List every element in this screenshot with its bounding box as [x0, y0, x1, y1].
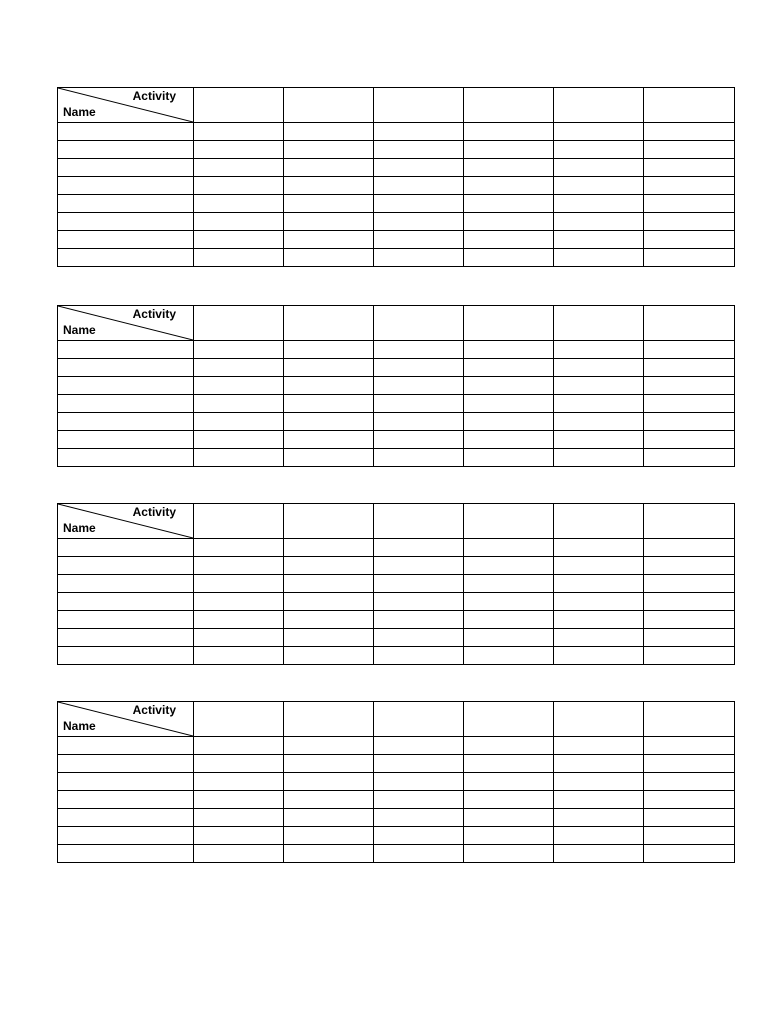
activity-cell[interactable] [374, 611, 464, 629]
activity-cell[interactable] [644, 123, 735, 141]
activity-cell[interactable] [464, 809, 554, 827]
activity-cell[interactable] [194, 413, 284, 431]
activity-cell[interactable] [374, 177, 464, 195]
activity-cell[interactable] [284, 195, 374, 213]
activity-cell[interactable] [194, 177, 284, 195]
name-cell[interactable] [58, 845, 194, 863]
grid-table [57, 305, 735, 467]
activity-header-label: Activity [132, 703, 176, 717]
table-row [58, 123, 735, 141]
name-cell[interactable] [58, 159, 194, 177]
activity-cell[interactable] [464, 359, 554, 377]
activity-cell[interactable] [374, 231, 464, 249]
activity-cell[interactable] [554, 449, 644, 467]
activity-cell[interactable] [464, 123, 554, 141]
table-row [58, 809, 735, 827]
activity-cell[interactable] [554, 647, 644, 665]
activity-cell[interactable] [194, 557, 284, 575]
activity-cell[interactable] [464, 377, 554, 395]
name-cell[interactable] [58, 809, 194, 827]
activity-cell[interactable] [554, 431, 644, 449]
activity-cell[interactable] [284, 141, 374, 159]
activity-cell[interactable] [464, 575, 554, 593]
name-cell[interactable] [58, 395, 194, 413]
activity-cell[interactable] [284, 845, 374, 863]
table-row [58, 791, 735, 809]
activity-cell[interactable] [374, 213, 464, 231]
activity-column-header[interactable] [194, 88, 284, 123]
name-cell[interactable] [58, 827, 194, 845]
activity-column-header[interactable] [554, 306, 644, 341]
grid-table [57, 503, 735, 665]
activity-cell[interactable] [644, 539, 735, 557]
activity-cell[interactable] [194, 359, 284, 377]
table-row [58, 449, 735, 467]
table-row [58, 845, 735, 863]
activity-cell[interactable] [284, 395, 374, 413]
activity-cell[interactable] [194, 827, 284, 845]
activity-cell[interactable] [374, 195, 464, 213]
activity-cell[interactable] [554, 231, 644, 249]
activity-column-header[interactable] [554, 88, 644, 123]
activity-cell[interactable] [284, 755, 374, 773]
activity-cell[interactable] [464, 231, 554, 249]
name-cell[interactable] [58, 575, 194, 593]
activity-cell[interactable] [644, 791, 735, 809]
activity-column-header[interactable] [464, 306, 554, 341]
activity-cell[interactable] [374, 845, 464, 863]
table-row [58, 773, 735, 791]
activity-cell[interactable] [284, 737, 374, 755]
activity-cell[interactable] [374, 629, 464, 647]
activity-cell[interactable] [194, 647, 284, 665]
name-cell[interactable] [58, 557, 194, 575]
activity-cell[interactable] [554, 611, 644, 629]
activity-cell[interactable] [284, 449, 374, 467]
name-cell[interactable] [58, 449, 194, 467]
activity-header-label: Activity [132, 505, 176, 519]
activity-cell[interactable] [554, 737, 644, 755]
table-row [58, 231, 735, 249]
activity-cell[interactable] [554, 141, 644, 159]
activity-cell[interactable] [464, 791, 554, 809]
table-row [58, 629, 735, 647]
activity-cell[interactable] [644, 629, 735, 647]
activity-cell[interactable] [284, 827, 374, 845]
activity-cell[interactable] [644, 195, 735, 213]
activity-cell[interactable] [644, 177, 735, 195]
table-row [58, 593, 735, 611]
table-row [58, 395, 735, 413]
activity-cell[interactable] [284, 249, 374, 267]
activity-cell[interactable] [644, 755, 735, 773]
activity-cell[interactable] [194, 141, 284, 159]
activity-cell[interactable] [284, 557, 374, 575]
name-cell[interactable] [58, 629, 194, 647]
activity-cell[interactable] [194, 377, 284, 395]
activity-cell[interactable] [554, 809, 644, 827]
activity-cell[interactable] [554, 773, 644, 791]
activity-column-header[interactable] [374, 702, 464, 737]
activity-cell[interactable] [464, 177, 554, 195]
name-cell[interactable] [58, 195, 194, 213]
table-row [58, 557, 735, 575]
activity-cell[interactable] [464, 647, 554, 665]
name-header-label: Name [63, 323, 96, 337]
activity-cell[interactable] [644, 413, 735, 431]
table-row [58, 539, 735, 557]
activity-cell[interactable] [284, 791, 374, 809]
activity-column-header[interactable] [644, 306, 735, 341]
activity-column-header[interactable] [644, 504, 735, 539]
activity-cell[interactable] [194, 431, 284, 449]
name-cell[interactable] [58, 737, 194, 755]
table-row [58, 575, 735, 593]
activity-cell[interactable] [284, 159, 374, 177]
activity-cell[interactable] [554, 575, 644, 593]
activity-cell[interactable] [374, 647, 464, 665]
activity-cell[interactable] [374, 809, 464, 827]
activity-cell[interactable] [284, 231, 374, 249]
name-cell[interactable] [58, 755, 194, 773]
table-row [58, 249, 735, 267]
activity-cell[interactable] [194, 611, 284, 629]
activity-cell[interactable] [374, 377, 464, 395]
table-row [58, 413, 735, 431]
activity-table-1 [57, 87, 734, 267]
activity-cell[interactable] [554, 593, 644, 611]
table-row [58, 755, 735, 773]
activity-cell[interactable] [554, 413, 644, 431]
activity-cell[interactable] [554, 827, 644, 845]
activity-cell[interactable] [374, 249, 464, 267]
activity-column-header[interactable] [194, 702, 284, 737]
activity-column-header[interactable] [644, 702, 735, 737]
activity-cell[interactable] [374, 341, 464, 359]
activity-cell[interactable] [374, 755, 464, 773]
activity-column-header[interactable] [554, 504, 644, 539]
activity-cell[interactable] [374, 123, 464, 141]
activity-cell[interactable] [194, 123, 284, 141]
table-row [58, 377, 735, 395]
table-row [58, 159, 735, 177]
activity-cell[interactable] [554, 195, 644, 213]
activity-cell[interactable] [374, 141, 464, 159]
activity-cell[interactable] [554, 341, 644, 359]
activity-cell[interactable] [644, 647, 735, 665]
name-cell[interactable] [58, 141, 194, 159]
activity-cell[interactable] [464, 827, 554, 845]
activity-cell[interactable] [374, 773, 464, 791]
activity-cell[interactable] [554, 213, 644, 231]
activity-cell[interactable] [464, 213, 554, 231]
activity-cell[interactable] [194, 449, 284, 467]
activity-column-header[interactable] [284, 306, 374, 341]
activity-cell[interactable] [644, 213, 735, 231]
activity-cell[interactable] [374, 395, 464, 413]
activity-cell[interactable] [464, 341, 554, 359]
activity-cell[interactable] [374, 737, 464, 755]
name-cell[interactable] [58, 231, 194, 249]
activity-cell[interactable] [644, 341, 735, 359]
activity-cell[interactable] [194, 195, 284, 213]
activity-cell[interactable] [464, 141, 554, 159]
name-cell[interactable] [58, 213, 194, 231]
name-cell[interactable] [58, 593, 194, 611]
activity-header-label: Activity [132, 89, 176, 103]
activity-cell[interactable] [284, 177, 374, 195]
activity-cell[interactable] [284, 359, 374, 377]
grid-table [57, 87, 735, 267]
activity-cell[interactable] [374, 449, 464, 467]
activity-cell[interactable] [644, 377, 735, 395]
name-cell[interactable] [58, 359, 194, 377]
activity-cell[interactable] [194, 539, 284, 557]
activity-cell[interactable] [464, 539, 554, 557]
activity-cell[interactable] [644, 809, 735, 827]
activity-cell[interactable] [644, 575, 735, 593]
activity-cell[interactable] [464, 159, 554, 177]
activity-cell[interactable] [464, 249, 554, 267]
table-row [58, 195, 735, 213]
name-cell[interactable] [58, 791, 194, 809]
activity-cell[interactable] [194, 755, 284, 773]
corner-header-cell [58, 88, 194, 123]
name-cell[interactable] [58, 539, 194, 557]
activity-cell[interactable] [284, 431, 374, 449]
corner-header-cell [58, 306, 194, 341]
name-header-label: Name [63, 521, 96, 535]
activity-cell[interactable] [284, 629, 374, 647]
activity-table-4 [57, 701, 734, 863]
activity-cell[interactable] [284, 123, 374, 141]
activity-cell[interactable] [554, 557, 644, 575]
activity-cell[interactable] [464, 611, 554, 629]
activity-cell[interactable] [644, 159, 735, 177]
activity-cell[interactable] [644, 449, 735, 467]
name-cell[interactable] [58, 647, 194, 665]
activity-cell[interactable] [284, 647, 374, 665]
activity-table-3 [57, 503, 734, 665]
activity-cell[interactable] [554, 177, 644, 195]
name-cell[interactable] [58, 773, 194, 791]
activity-cell[interactable] [194, 159, 284, 177]
name-cell[interactable] [58, 413, 194, 431]
header-row [58, 504, 735, 539]
activity-cell[interactable] [194, 809, 284, 827]
header-row [58, 88, 735, 123]
activity-cell[interactable] [464, 737, 554, 755]
activity-cell[interactable] [464, 431, 554, 449]
activity-cell[interactable] [554, 791, 644, 809]
table-row [58, 341, 735, 359]
activity-cell[interactable] [194, 593, 284, 611]
activity-cell[interactable] [644, 359, 735, 377]
activity-cell[interactable] [284, 413, 374, 431]
activity-cell[interactable] [464, 195, 554, 213]
activity-cell[interactable] [464, 395, 554, 413]
grid-table [57, 701, 735, 863]
activity-cell[interactable] [374, 557, 464, 575]
activity-cell[interactable] [464, 449, 554, 467]
activity-column-header[interactable] [464, 88, 554, 123]
name-header-label: Name [63, 105, 96, 119]
activity-column-header[interactable] [284, 504, 374, 539]
name-cell[interactable] [58, 431, 194, 449]
name-header-label: Name [63, 719, 96, 733]
name-cell[interactable] [58, 611, 194, 629]
table-row [58, 213, 735, 231]
corner-header-cell [58, 504, 194, 539]
table-row [58, 177, 735, 195]
activity-cell[interactable] [644, 141, 735, 159]
table-row [58, 737, 735, 755]
activity-cell[interactable] [194, 629, 284, 647]
table-row [58, 611, 735, 629]
activity-cell[interactable] [464, 413, 554, 431]
activity-cell[interactable] [374, 413, 464, 431]
activity-cell[interactable] [464, 845, 554, 863]
activity-cell[interactable] [284, 773, 374, 791]
activity-table-2 [57, 305, 734, 467]
activity-cell[interactable] [554, 377, 644, 395]
name-cell[interactable] [58, 377, 194, 395]
activity-cell[interactable] [464, 557, 554, 575]
activity-cell[interactable] [644, 773, 735, 791]
activity-column-header[interactable] [464, 504, 554, 539]
activity-cell[interactable] [644, 395, 735, 413]
activity-header-label: Activity [132, 307, 176, 321]
table-row [58, 647, 735, 665]
activity-cell[interactable] [284, 377, 374, 395]
activity-cell[interactable] [194, 575, 284, 593]
activity-column-header[interactable] [194, 504, 284, 539]
activity-cell[interactable] [644, 845, 735, 863]
table-row [58, 359, 735, 377]
activity-column-header[interactable] [194, 306, 284, 341]
activity-cell[interactable] [374, 827, 464, 845]
activity-cell[interactable] [194, 213, 284, 231]
activity-cell[interactable] [374, 359, 464, 377]
activity-cell[interactable] [554, 629, 644, 647]
activity-cell[interactable] [464, 773, 554, 791]
activity-cell[interactable] [284, 809, 374, 827]
name-cell[interactable] [58, 341, 194, 359]
activity-column-header[interactable] [284, 702, 374, 737]
activity-cell[interactable] [194, 791, 284, 809]
activity-cell[interactable] [464, 755, 554, 773]
activity-cell[interactable] [644, 827, 735, 845]
activity-cell[interactable] [194, 845, 284, 863]
activity-cell[interactable] [374, 791, 464, 809]
activity-cell[interactable] [554, 755, 644, 773]
activity-cell[interactable] [554, 539, 644, 557]
activity-column-header[interactable] [464, 702, 554, 737]
activity-cell[interactable] [644, 231, 735, 249]
activity-column-header[interactable] [374, 88, 464, 123]
activity-column-header[interactable] [554, 702, 644, 737]
activity-cell[interactable] [464, 593, 554, 611]
activity-cell[interactable] [284, 575, 374, 593]
activity-cell[interactable] [374, 575, 464, 593]
activity-cell[interactable] [194, 737, 284, 755]
activity-cell[interactable] [644, 557, 735, 575]
corner-header-cell [58, 702, 194, 737]
activity-cell[interactable] [644, 593, 735, 611]
activity-cell[interactable] [464, 629, 554, 647]
activity-column-header[interactable] [374, 306, 464, 341]
activity-cell[interactable] [554, 249, 644, 267]
activity-cell[interactable] [194, 231, 284, 249]
activity-cell[interactable] [644, 431, 735, 449]
activity-column-header[interactable] [284, 88, 374, 123]
activity-cell[interactable] [194, 773, 284, 791]
activity-cell[interactable] [284, 213, 374, 231]
activity-cell[interactable] [284, 341, 374, 359]
activity-cell[interactable] [644, 611, 735, 629]
activity-column-header[interactable] [644, 88, 735, 123]
header-row [58, 702, 735, 737]
activity-cell[interactable] [644, 249, 735, 267]
activity-cell[interactable] [554, 123, 644, 141]
activity-cell[interactable] [194, 249, 284, 267]
name-cell[interactable] [58, 123, 194, 141]
header-row [58, 306, 735, 341]
name-cell[interactable] [58, 177, 194, 195]
activity-cell[interactable] [374, 593, 464, 611]
activity-cell[interactable] [374, 159, 464, 177]
activity-cell[interactable] [554, 359, 644, 377]
name-cell[interactable] [58, 249, 194, 267]
activity-cell[interactable] [374, 539, 464, 557]
activity-cell[interactable] [194, 395, 284, 413]
activity-cell[interactable] [644, 737, 735, 755]
activity-cell[interactable] [284, 593, 374, 611]
activity-cell[interactable] [554, 395, 644, 413]
activity-cell[interactable] [284, 611, 374, 629]
activity-cell[interactable] [554, 845, 644, 863]
activity-cell[interactable] [374, 431, 464, 449]
table-row [58, 827, 735, 845]
activity-cell[interactable] [194, 341, 284, 359]
table-row [58, 431, 735, 449]
activity-column-header[interactable] [374, 504, 464, 539]
table-row [58, 141, 735, 159]
activity-cell[interactable] [284, 539, 374, 557]
activity-cell[interactable] [554, 159, 644, 177]
